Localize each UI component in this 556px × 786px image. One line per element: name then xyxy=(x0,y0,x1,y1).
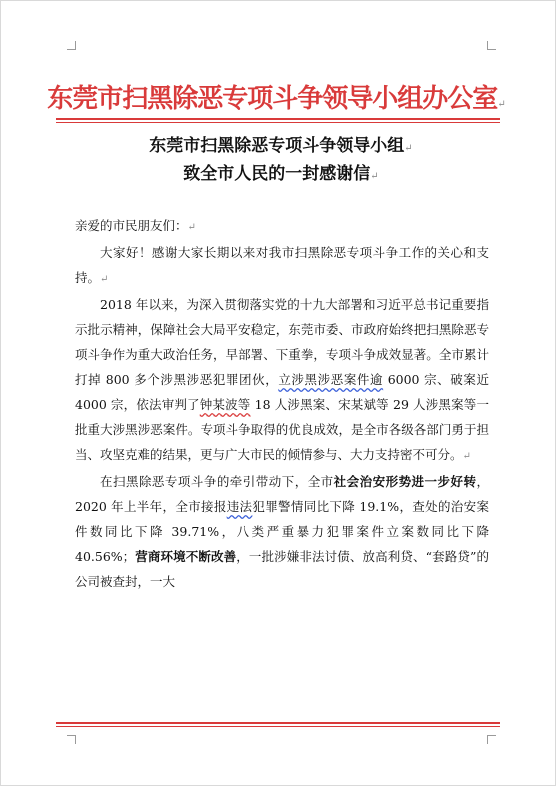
letterhead-organization: 东莞市扫黑除恶专项斗争领导小组办公室↵ xyxy=(47,84,505,114)
paragraph-mark: ↵ xyxy=(187,222,196,233)
margin-corner-mark xyxy=(487,735,496,744)
margin-corner-mark xyxy=(487,41,496,50)
margin-corner-mark xyxy=(67,41,76,50)
footer-rule-thin xyxy=(56,726,500,727)
letterhead-rule xyxy=(56,118,500,120)
paragraph-mark: ↵ xyxy=(404,143,413,154)
paragraph-1: 大家好！感谢大家长期以来对我市扫黑除恶专项斗争工作的关心和支持。↵ xyxy=(75,245,489,285)
letterhead-rule-thin xyxy=(56,122,500,123)
footer-rule xyxy=(56,722,500,724)
paragraph-mark: ↵ xyxy=(497,99,505,110)
letter-title-line1: 东莞市扫黑除恶专项斗争领导小组↵ xyxy=(149,136,413,156)
margin-corner-mark xyxy=(67,735,76,744)
paragraph-mark: ↵ xyxy=(100,274,109,285)
letter-title-line2: 致全市人民的一封感谢信↵ xyxy=(183,164,379,184)
emphasis-text: 营商环境不断改善 xyxy=(135,549,237,564)
paragraph-3: 在扫黑除恶专项斗争的牵引带动下，全市社会治安形势进一步好转，2020 年上半年，全市接报违法犯罪警情同比下降 19.1%，查处的治安案件数同比下降 39.71%，八类严重暴力犯罪案件立案数同比下降 40.56%；营商环境不断改善，一批涉嫌非法讨债、放高利贷、“套路贷”的公司被查封，一大 xyxy=(75,474,489,589)
letter-body xyxy=(75,213,489,594)
paragraph-mark: ↵ xyxy=(370,171,379,182)
spelling-flagged-text: 钟某波等 xyxy=(199,397,251,412)
emphasis-text: 社会治安形势进一步好转 xyxy=(333,474,477,489)
salutation: 亲爱的市民朋友们：↵ xyxy=(75,218,196,233)
grammar-flagged-text: 违法 xyxy=(226,499,253,514)
paragraph-2: 2018 年以来，为深入贯彻落实党的十九大部署和习近平总书记重要指示批示精神，保障社会大局平安稳定，东莞市委、市政府始终把扫黑除恶专项斗争作为重大政治任务，早部署、下重拳，专项斗争成效显著。全市累计打掉 800 多个涉黑涉恶犯罪团伙，立涉黑涉恶案件逾 6000 宗、破案近 4000 宗，依法审判了钟某波等 18 人涉黑案、宋某斌等 29 人涉黑案等一批重大涉黑涉恶案件。专项斗争取得的优良成效，是全市各级各部门勇于担当、攻坚克难的结果，更与广大市民的倾情参与、大力支持密不可分。↵ xyxy=(75,297,489,462)
paragraph-mark: ↵ xyxy=(462,451,471,462)
grammar-flagged-text: 立涉黑涉恶案件逾 xyxy=(278,372,384,387)
